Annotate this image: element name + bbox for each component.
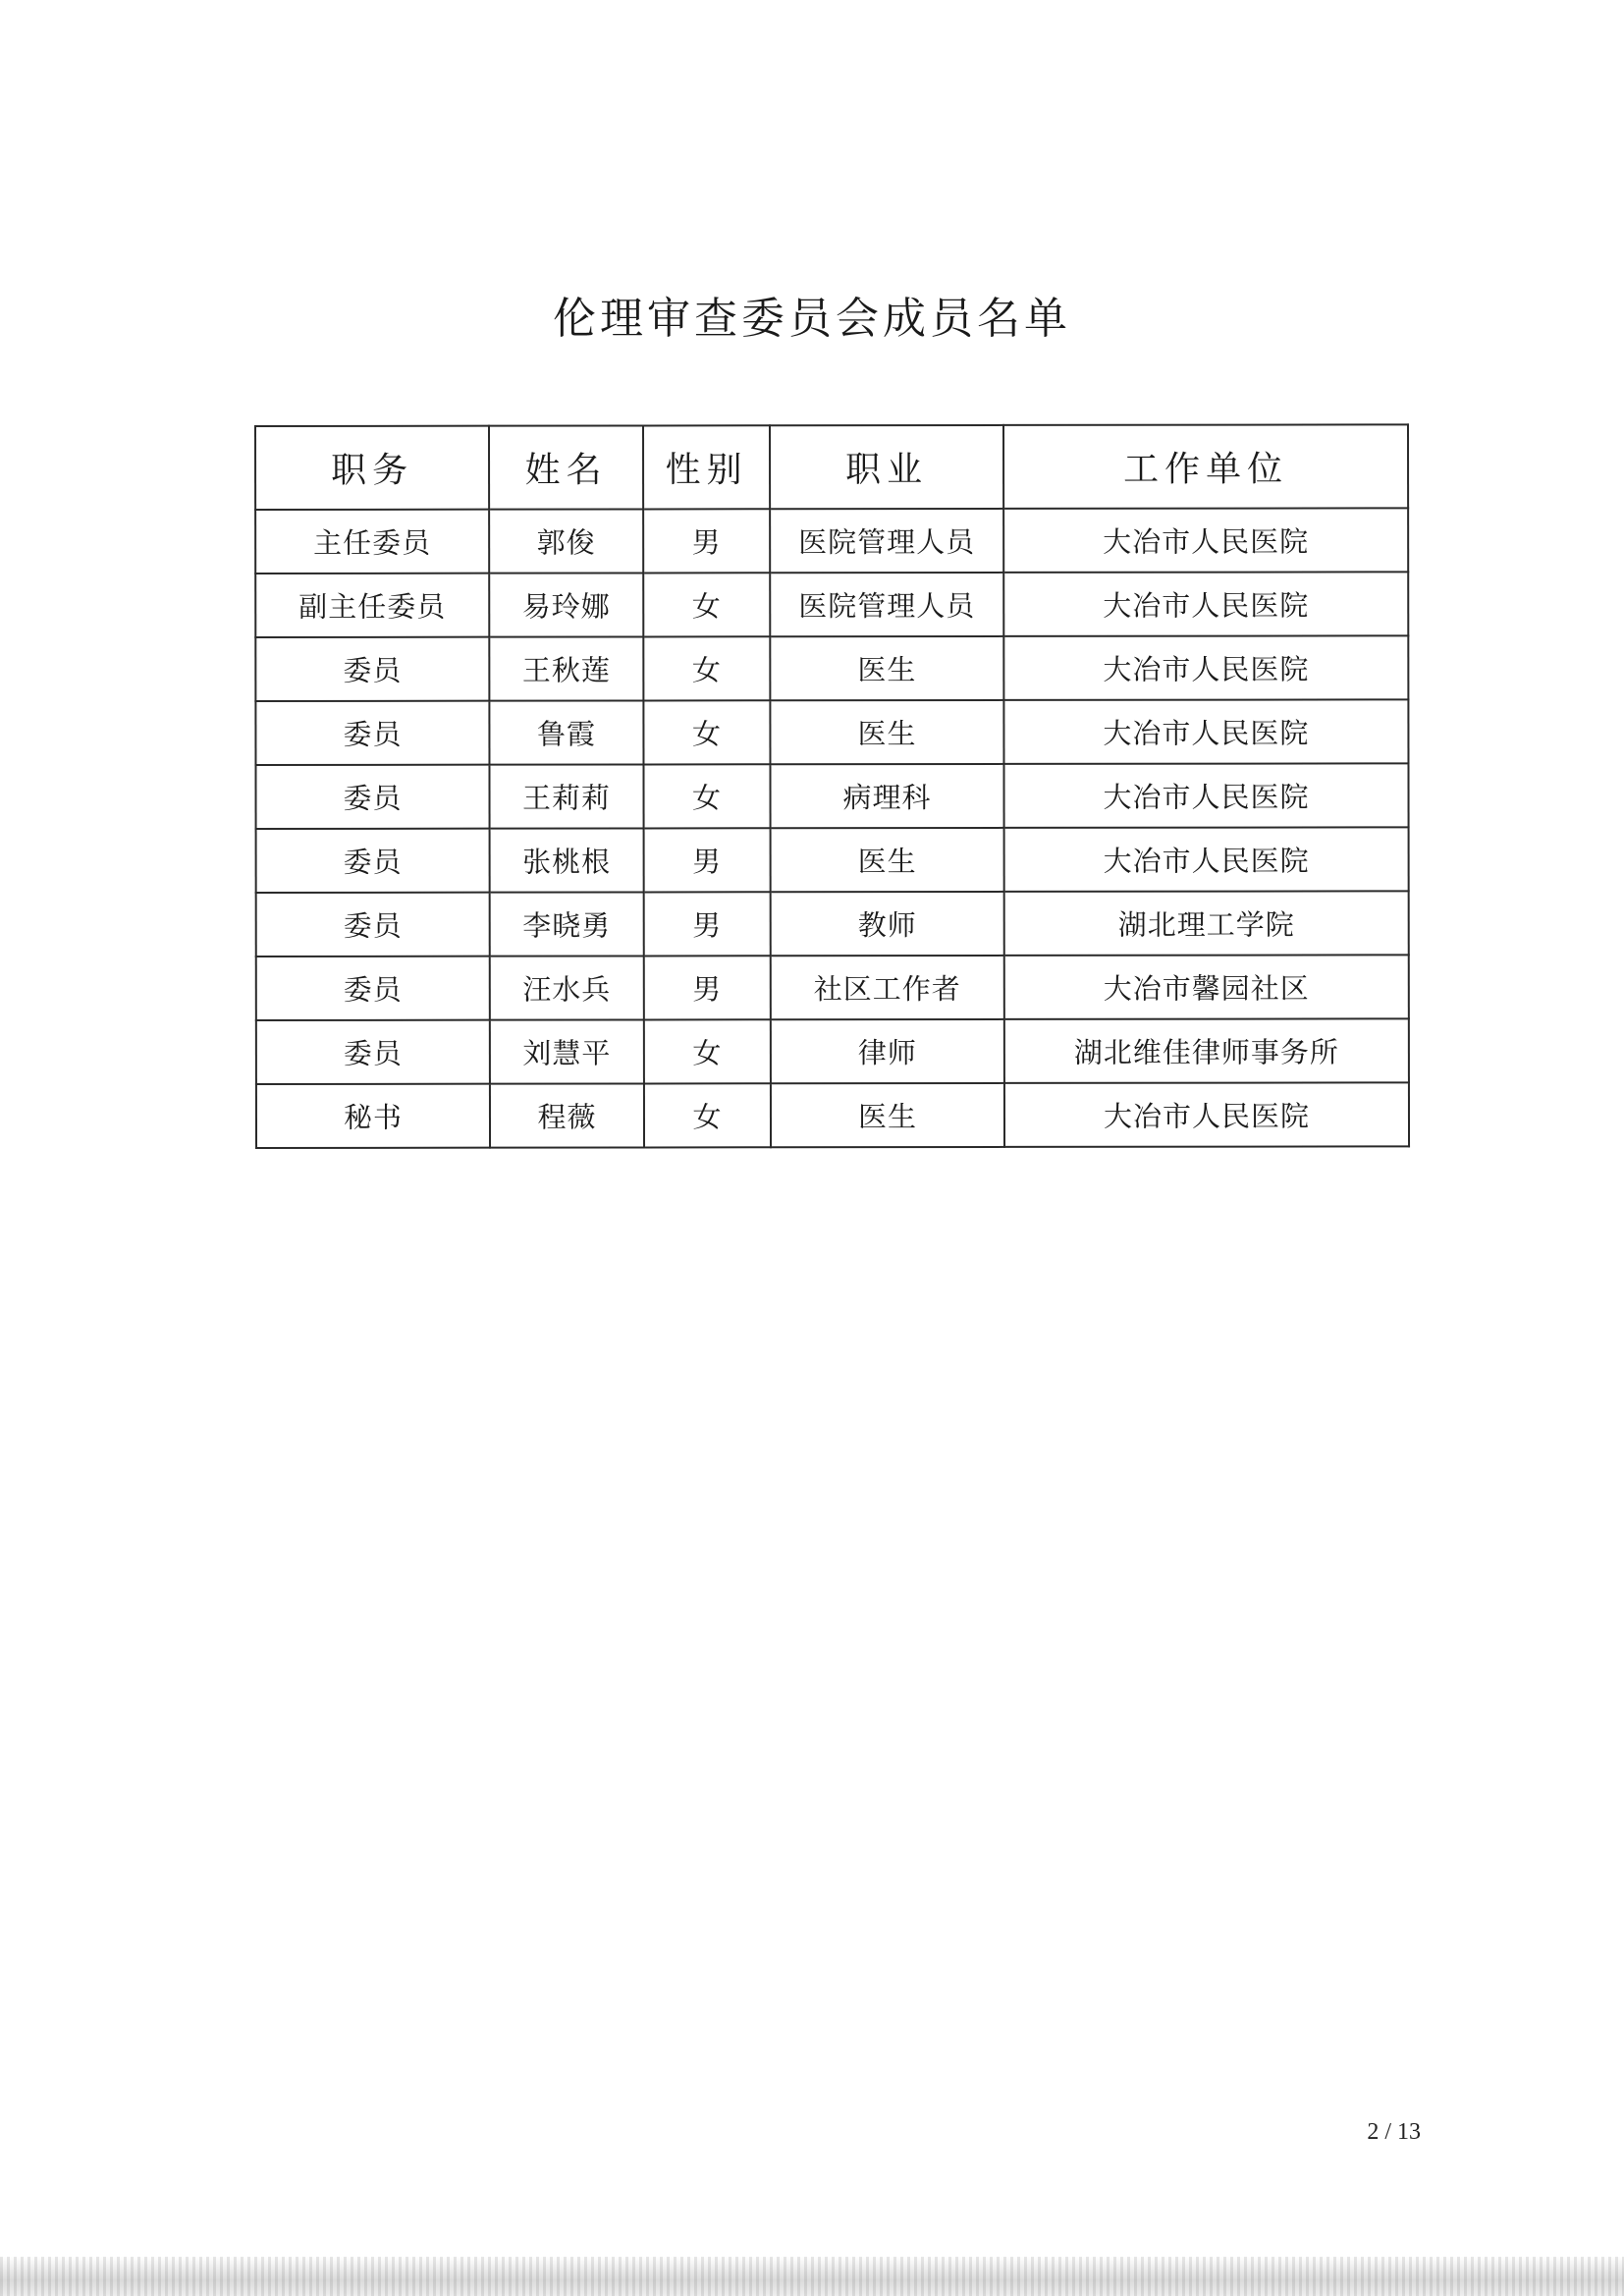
cell-name: 易玲娜 bbox=[489, 573, 643, 636]
cell-role: 委员 bbox=[256, 957, 490, 1020]
cell-workplace: 大冶市人民医院 bbox=[1003, 635, 1408, 700]
cell-workplace: 湖北维佳律师事务所 bbox=[1004, 1018, 1409, 1083]
cell-sex: 男 bbox=[643, 509, 770, 573]
cell-occupation: 医生 bbox=[770, 636, 1003, 700]
cell-occupation: 社区工作者 bbox=[771, 956, 1004, 1019]
page-title: 伦理审查委员会成员名单 bbox=[553, 294, 1071, 344]
table-row bbox=[256, 1018, 1409, 1084]
table-header-row bbox=[255, 424, 1408, 510]
cell-occupation: 律师 bbox=[771, 1019, 1004, 1083]
cell-name: 郭俊 bbox=[489, 509, 643, 573]
scan-edge-artifact bbox=[0, 2257, 1624, 2296]
cell-sex: 女 bbox=[644, 1019, 771, 1083]
header-workplace: 工作单位 bbox=[1003, 424, 1408, 509]
cell-sex: 女 bbox=[643, 764, 770, 828]
cell-occupation: 医院管理人员 bbox=[770, 573, 1003, 636]
table-row bbox=[255, 763, 1408, 829]
cell-role: 委员 bbox=[255, 637, 489, 701]
header-sex: 性别 bbox=[643, 425, 770, 509]
table-row bbox=[255, 508, 1408, 574]
cell-workplace: 大冶市人民医院 bbox=[1003, 508, 1408, 573]
cell-occupation: 医生 bbox=[771, 828, 1004, 892]
cell-workplace: 大冶市人民医院 bbox=[1003, 572, 1408, 636]
header-name: 姓名 bbox=[489, 425, 643, 509]
cell-workplace: 湖北理工学院 bbox=[1004, 891, 1409, 956]
cell-name: 王秋莲 bbox=[489, 636, 643, 700]
cell-name: 王莉莉 bbox=[489, 764, 643, 828]
cell-name: 汪水兵 bbox=[490, 956, 644, 1019]
cell-sex: 女 bbox=[644, 1083, 771, 1147]
cell-occupation: 医生 bbox=[770, 700, 1003, 764]
cell-workplace: 大冶市人民医院 bbox=[1003, 763, 1408, 828]
cell-workplace: 大冶市人民医院 bbox=[1003, 699, 1408, 764]
cell-occupation: 医院管理人员 bbox=[770, 509, 1003, 573]
cell-sex: 男 bbox=[644, 892, 771, 956]
cell-workplace: 大冶市人民医院 bbox=[1004, 827, 1409, 892]
committee-member-table bbox=[254, 423, 1410, 1149]
cell-role: 委员 bbox=[255, 765, 489, 829]
cell-sex: 女 bbox=[643, 636, 770, 700]
cell-role: 委员 bbox=[256, 893, 490, 957]
header-role: 职务 bbox=[255, 426, 489, 510]
cell-role: 主任委员 bbox=[255, 510, 489, 574]
page-number: 2 / 13 bbox=[1367, 2119, 1421, 2145]
table-row bbox=[255, 699, 1408, 765]
table-row bbox=[255, 572, 1408, 637]
cell-occupation: 医生 bbox=[771, 1083, 1004, 1147]
cell-role: 秘书 bbox=[256, 1084, 490, 1148]
cell-sex: 女 bbox=[643, 700, 770, 764]
cell-sex: 女 bbox=[643, 573, 770, 636]
cell-role: 委员 bbox=[255, 701, 489, 765]
cell-role: 委员 bbox=[256, 1020, 490, 1084]
cell-role: 副主任委员 bbox=[255, 574, 489, 637]
cell-name: 刘慧平 bbox=[490, 1019, 644, 1083]
cell-name: 鲁霞 bbox=[489, 700, 643, 764]
cell-sex: 男 bbox=[644, 956, 771, 1019]
cell-name: 张桃根 bbox=[490, 828, 644, 892]
cell-workplace: 大冶市馨园社区 bbox=[1004, 955, 1409, 1019]
cell-occupation: 病理科 bbox=[770, 764, 1003, 828]
table-row bbox=[256, 955, 1409, 1020]
table-row bbox=[256, 827, 1409, 893]
table-row bbox=[256, 891, 1409, 957]
cell-role: 委员 bbox=[256, 829, 490, 893]
table-row bbox=[255, 635, 1408, 701]
cell-occupation: 教师 bbox=[771, 892, 1004, 956]
cell-workplace: 大冶市人民医院 bbox=[1004, 1082, 1409, 1147]
header-occupation: 职业 bbox=[770, 425, 1003, 509]
cell-name: 李晓勇 bbox=[490, 892, 644, 956]
table-row bbox=[256, 1082, 1409, 1148]
cell-sex: 男 bbox=[644, 828, 771, 892]
cell-name: 程薇 bbox=[490, 1083, 644, 1147]
